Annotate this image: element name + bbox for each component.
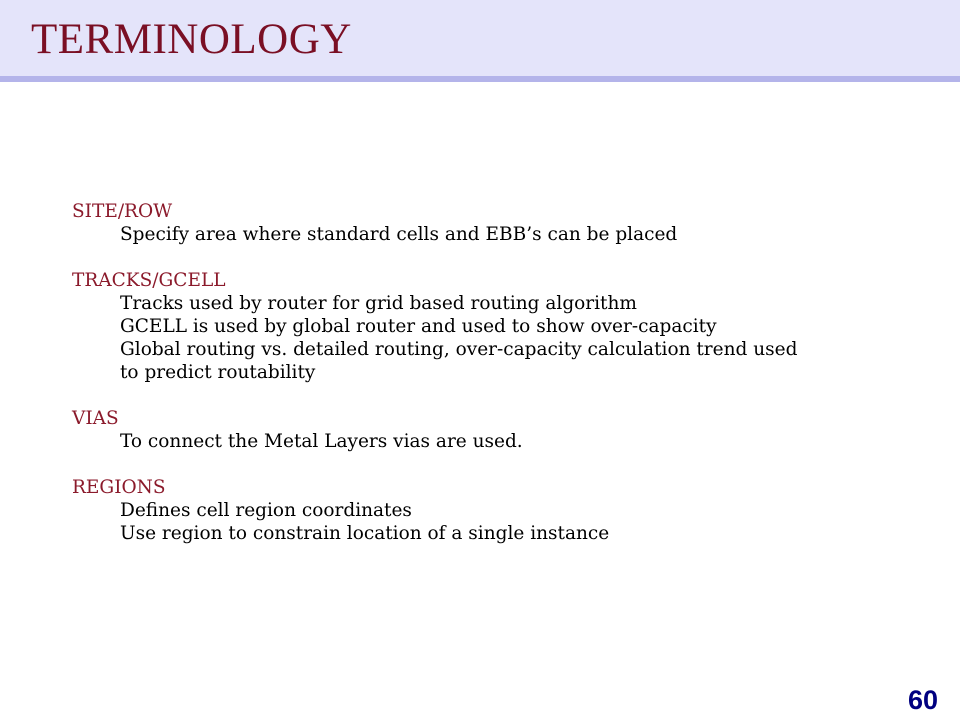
section-heading: TRACKS/GCELL — [72, 270, 226, 291]
title-bar — [0, 0, 960, 82]
section-line: Use region to constrain location of a single instance — [120, 523, 610, 544]
section-line: Global routing vs. detailed routing, over-capacity calculation trend used — [120, 339, 798, 360]
section-line: To connect the Metal Layers vias are used. — [120, 431, 523, 452]
section-heading: SITE/ROW — [72, 201, 173, 222]
section-site-row — [72, 200, 942, 246]
section-line: Specify area where standard cells and EBB’s can be placed — [120, 224, 678, 245]
section-line: to predict routability — [120, 362, 316, 383]
section-heading: REGIONS — [72, 477, 166, 498]
page-number: 60 — [907, 685, 938, 715]
slide-title: TERMINOLOGY — [31, 16, 352, 63]
section-line: Tracks used by router for grid based routing algorithm — [120, 293, 637, 314]
section-tracks-gcell — [72, 269, 942, 384]
terminology-content — [72, 200, 942, 568]
section-line: Defines cell region coordinates — [120, 500, 412, 521]
section-line: GCELL is used by global router and used to show over-capacity — [120, 316, 717, 337]
section-regions — [72, 476, 942, 545]
section-vias — [72, 407, 942, 453]
section-heading: VIAS — [72, 408, 119, 429]
